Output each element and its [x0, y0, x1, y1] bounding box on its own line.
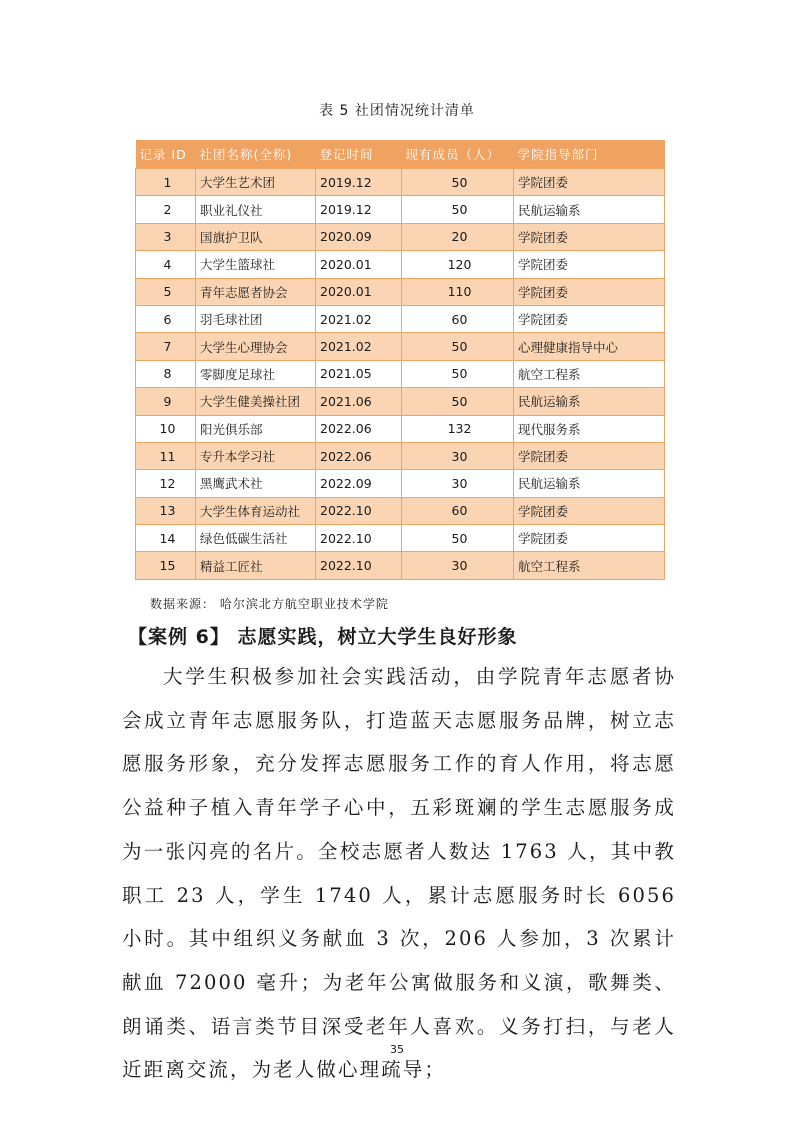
cell-record-id: 8 — [136, 360, 196, 387]
cell-record-id: 15 — [136, 552, 196, 579]
table-row — [136, 169, 665, 196]
cell-department: 航空工程系 — [514, 552, 665, 579]
table-row — [136, 223, 665, 250]
table-row — [136, 360, 665, 387]
cell-register-date: 2022.06 — [316, 415, 402, 442]
cell-members: 120 — [402, 251, 514, 278]
table-row — [136, 525, 665, 552]
table-row — [136, 196, 665, 223]
table-row — [136, 497, 665, 524]
club-statistics-table — [135, 140, 665, 580]
cell-department: 学院团委 — [514, 278, 665, 305]
cell-register-date: 2022.09 — [316, 470, 402, 497]
cell-register-date: 2021.05 — [316, 360, 402, 387]
cell-record-id: 14 — [136, 525, 196, 552]
cell-club-name: 国旗护卫队 — [196, 223, 316, 250]
cell-department: 心理健康指导中心 — [514, 333, 665, 360]
cell-members: 50 — [402, 196, 514, 223]
cell-club-name: 职业礼仪社 — [196, 196, 316, 223]
cell-register-date: 2020.01 — [316, 251, 402, 278]
header-record-id: 记录 ID — [136, 140, 196, 169]
header-department: 学院指导部门 — [514, 140, 665, 169]
cell-members: 50 — [402, 388, 514, 415]
cell-record-id: 3 — [136, 223, 196, 250]
table-row — [136, 415, 665, 442]
cell-club-name: 大学生体育运动社 — [196, 497, 316, 524]
cell-department: 民航运输系 — [514, 470, 665, 497]
cell-department: 航空工程系 — [514, 360, 665, 387]
case-heading: 【案例 6】 志愿实践，树立大学生良好形象 — [128, 626, 518, 648]
table-row — [136, 552, 665, 579]
header-club-name: 社团名称(全称) — [196, 140, 316, 169]
cell-record-id: 10 — [136, 415, 196, 442]
cell-department: 学院团委 — [514, 525, 665, 552]
cell-members: 50 — [402, 333, 514, 360]
table-row — [136, 442, 665, 469]
cell-club-name: 大学生心理协会 — [196, 333, 316, 360]
cell-register-date: 2019.12 — [316, 196, 402, 223]
body-paragraph: 大学生积极参加社会实践活动，由学院青年志愿者协会成立青年志愿服务队，打造蓝天志愿服务品牌，树立志愿服务形象，充分发挥志愿服务工作的育人作用，将志愿公益种子植入青年学子心中，五彩斑斓的学生志愿服务成为一张闪亮的名片。全校志愿者人数达 1763 人，其中教职工 23 人，学生 1740 人，累计志愿服务时长 6056 小时。其中组织义务献血 3 次，206 人参加，3 次累计献血 72000 毫升；为老年公寓做服务和义演，歌舞类、朗诵类、语言类节目深受老年人喜欢。义务打扫，与老人近距离交流，为老人做心理疏导； — [122, 665, 676, 1082]
table-row — [136, 470, 665, 497]
data-source-note: 数据来源： 哈尔滨北方航空职业技术学院 — [150, 597, 389, 611]
table-row — [136, 251, 665, 278]
cell-members: 50 — [402, 360, 514, 387]
cell-members: 30 — [402, 552, 514, 579]
cell-register-date: 2022.10 — [316, 552, 402, 579]
header-register-date: 登记时间 — [316, 140, 402, 169]
cell-register-date: 2022.06 — [316, 442, 402, 469]
header-members: 现有成员（人） — [402, 140, 514, 169]
cell-record-id: 11 — [136, 442, 196, 469]
cell-members: 20 — [402, 223, 514, 250]
cell-members: 30 — [402, 442, 514, 469]
cell-record-id: 4 — [136, 251, 196, 278]
cell-record-id: 13 — [136, 497, 196, 524]
cell-record-id: 12 — [136, 470, 196, 497]
cell-record-id: 2 — [136, 196, 196, 223]
cell-club-name: 绿色低碳生活社 — [196, 525, 316, 552]
cell-register-date: 2020.01 — [316, 278, 402, 305]
cell-members: 50 — [402, 525, 514, 552]
cell-register-date: 2022.10 — [316, 525, 402, 552]
cell-record-id: 5 — [136, 278, 196, 305]
cell-club-name: 青年志愿者协会 — [196, 278, 316, 305]
cell-members: 30 — [402, 470, 514, 497]
cell-department: 学院团委 — [514, 169, 665, 196]
cell-record-id: 7 — [136, 333, 196, 360]
cell-members: 60 — [402, 497, 514, 524]
cell-members: 110 — [402, 278, 514, 305]
cell-department: 现代服务系 — [514, 415, 665, 442]
cell-department: 学院团委 — [514, 223, 665, 250]
cell-club-name: 专升本学习社 — [196, 442, 316, 469]
cell-record-id: 9 — [136, 388, 196, 415]
cell-register-date: 2019.12 — [316, 169, 402, 196]
cell-department: 学院团委 — [514, 442, 665, 469]
table-row — [136, 333, 665, 360]
cell-members: 132 — [402, 415, 514, 442]
cell-club-name: 大学生篮球社 — [196, 251, 316, 278]
table-header-row — [136, 140, 665, 169]
cell-department: 学院团委 — [514, 251, 665, 278]
cell-department: 学院团委 — [514, 305, 665, 332]
cell-register-date: 2021.06 — [316, 388, 402, 415]
cell-members: 50 — [402, 169, 514, 196]
cell-club-name: 大学生艺术团 — [196, 169, 316, 196]
table-row — [136, 278, 665, 305]
cell-record-id: 6 — [136, 305, 196, 332]
cell-register-date: 2021.02 — [316, 333, 402, 360]
cell-record-id: 1 — [136, 169, 196, 196]
table-row — [136, 305, 665, 332]
cell-register-date: 2020.09 — [316, 223, 402, 250]
cell-club-name: 黑鹰武术社 — [196, 470, 316, 497]
cell-club-name: 羽毛球社团 — [196, 305, 316, 332]
cell-register-date: 2022.10 — [316, 497, 402, 524]
cell-members: 60 — [402, 305, 514, 332]
cell-register-date: 2021.02 — [316, 305, 402, 332]
cell-department: 民航运输系 — [514, 388, 665, 415]
cell-department: 民航运输系 — [514, 196, 665, 223]
cell-club-name: 精益工匠社 — [196, 552, 316, 579]
cell-club-name: 大学生健美操社团 — [196, 388, 316, 415]
cell-department: 学院团委 — [514, 497, 665, 524]
cell-club-name: 阳光俱乐部 — [196, 415, 316, 442]
page-number: 35 — [390, 1043, 404, 1056]
cell-club-name: 零脚度足球社 — [196, 360, 316, 387]
table-title: 表 5 社团情况统计清单 — [319, 103, 475, 119]
table-row — [136, 388, 665, 415]
